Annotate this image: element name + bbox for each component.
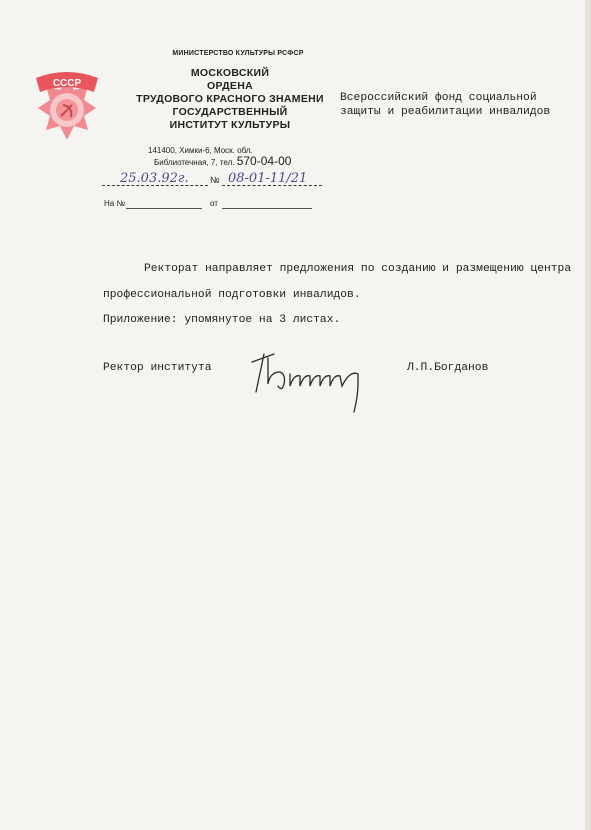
reference-label: На № [104,199,126,208]
number-sign: № [210,175,220,185]
recipient-line: Всероссийский фонд социальной [340,92,537,104]
page-edge [585,0,591,830]
institute-line: ТРУДОВОГО КРАСНОГО ЗНАМЕНИ [136,93,324,105]
letter-body [103,256,573,308]
recipient-block [340,91,575,119]
signatory-title: Ректор института [103,362,212,374]
address-line: Библиотечная, 7, тел. [154,158,235,167]
institute-line: ОРДЕНА [207,80,253,92]
emblem-text: СССР [52,78,82,89]
order-emblem-icon [32,64,102,148]
outgoing-date-number [102,170,322,190]
phone-number: 570-04-00 [236,154,292,168]
reference-number-line [126,208,202,209]
signatory-name: Л.П.Богданов [407,362,489,374]
body-paragraph: Ректорат направляет предложения по созданию и размещению центра профессиональной подготовки инвалидов. [103,263,572,301]
reference-date-line [222,208,312,209]
institute-line: ИНСТИТУТ КУЛЬТУРЫ [169,119,291,131]
annex-note: Приложение: упомянутое на 3 листах. [103,314,341,326]
address-block [148,145,338,168]
reference-from-label: от [210,199,218,208]
ministry-name: МИНИСТЕРСТВО КУЛЬТУРЫ РСФСР [172,50,304,57]
address-line: 141400, Химки-6, Моск. обл. [148,146,253,155]
institute-line: МОСКОВСКИЙ [190,67,270,79]
institute-name [120,67,340,132]
handwritten-date: 25.03.92г. [120,171,189,186]
handwritten-signature-icon [234,344,384,414]
handwritten-number: 08-01-11/21 [228,171,308,186]
recipient-line: защиты и реабилитации инвалидов [340,106,551,118]
institute-line: ГОСУДАРСТВЕННЫЙ [172,106,288,118]
reference-line [102,199,322,213]
